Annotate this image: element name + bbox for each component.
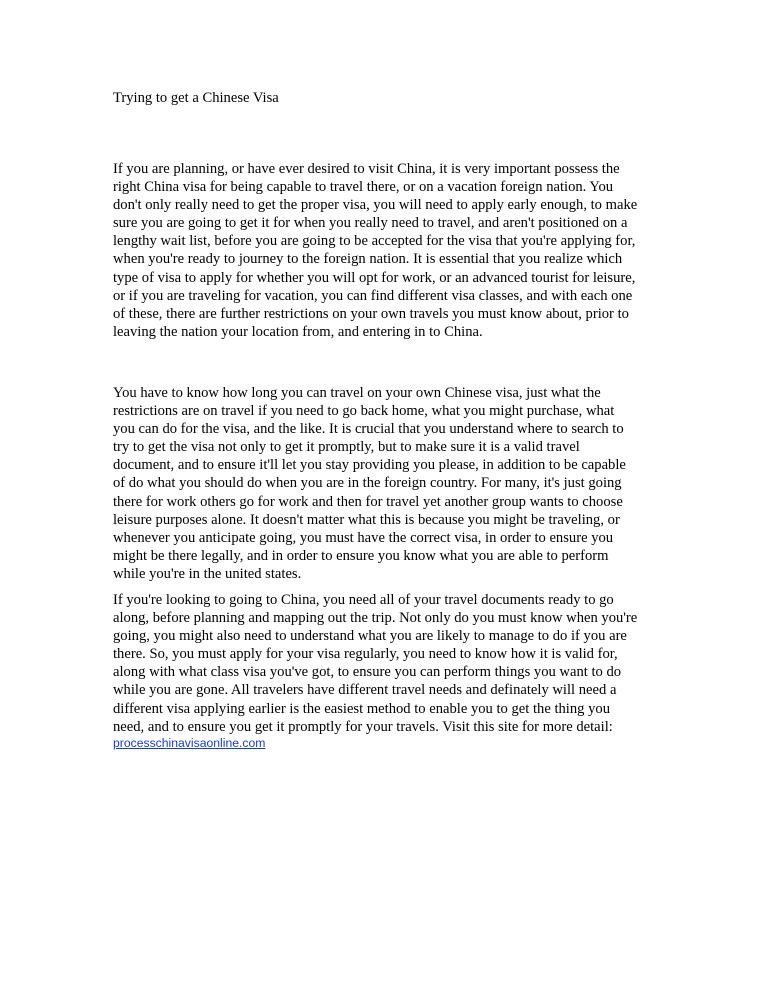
document-title: Trying to get a Chinese Visa (113, 90, 279, 106)
paragraph-line: document, and to ensure it'll let you stay providing you please, in addition to be capable (113, 457, 626, 474)
paragraph-line: there for work others go for work and then for travel yet another group wants to choose (113, 493, 623, 510)
paragraph-line: of do what you should do when you are in the foreign country. For many, it's just going (113, 475, 622, 492)
paragraph-line: type of visa to apply for whether you will opt for work, or an advanced tourist for leisure, (113, 269, 636, 286)
paragraph-line: when you're ready to journey to the foreign nation. It is essential that you realize which (113, 251, 623, 268)
paragraph-line: or if you are traveling for vacation, you can find different visa classes, and with each one (113, 287, 633, 304)
paragraph-3 (113, 591, 663, 750)
paragraph-line: while you are gone. All travelers have different travel needs and definately will need a (113, 682, 617, 699)
paragraph-line: going, you might also need to understand what you are likely to manage to do if you are (113, 628, 627, 645)
paragraph-line: while you're in the united states. (113, 565, 302, 582)
paragraph-line: try to get the visa not only to get it promptly, but to make sure it is a valid travel (113, 439, 580, 456)
paragraph-line: along, before planning and mapping out the trip. Not only do you must know when you're (113, 610, 638, 627)
paragraph-line: of these, there are further restrictions on your own travels you must know about, prior to (113, 305, 629, 322)
paragraph-line: restrictions are on travel if you need to go back home, what you might purchase, what (113, 403, 615, 420)
paragraph-line: sure you are going to get it for when you really need to travel, and aren't positioned on a (113, 215, 628, 232)
paragraph-line: lengthy wait list, before you are going to be accepted for the visa that you're applying for, (113, 233, 636, 250)
paragraph-line: whenever you anticipate going, you must have the correct visa, in order to ensure you (113, 529, 614, 546)
paragraph-2 (113, 384, 663, 583)
paragraph-line: along with what class visa you've got, to ensure you can perform things you want to do (113, 664, 622, 681)
website-link[interactable]: processchinavisaonline.com (113, 735, 266, 750)
paragraph-line: don't only really need to get the proper visa, you will need to apply early enough, to make (113, 197, 638, 214)
paragraph-line: need, and to ensure you get it promptly for your travels. Visit this site for more detail: (113, 718, 613, 735)
paragraph-line: leisure purposes alone. It doesn't matter what this is because you might be traveling, or (113, 511, 620, 528)
paragraph-line: might be there legally, and in order to ensure you know what you are able to perform (113, 547, 609, 564)
paragraph-line: leaving the nation your location from, and entering in to China. (113, 323, 483, 340)
paragraph-line: If you're looking to going to China, you need all of your travel documents ready to go (113, 592, 614, 608)
paragraph-1 (113, 160, 663, 341)
paragraph-line: right China visa for being capable to travel there, or on a vacation foreign nation. You (113, 179, 614, 196)
paragraph-line: you can do for the visa, and the like. It is crucial that you understand where to search to (113, 421, 624, 438)
paragraph-line: If you are planning, or have ever desired to visit China, it is very important possess the (113, 161, 620, 177)
paragraph-line: there. So, you must apply for your visa regularly, you need to know how it is valid for, (113, 646, 618, 663)
paragraph-line: You have to know how long you can travel on your own Chinese visa, just what the (113, 385, 601, 401)
paragraph-line: different visa applying earlier is the easiest method to enable you to get the thing you (113, 700, 610, 717)
